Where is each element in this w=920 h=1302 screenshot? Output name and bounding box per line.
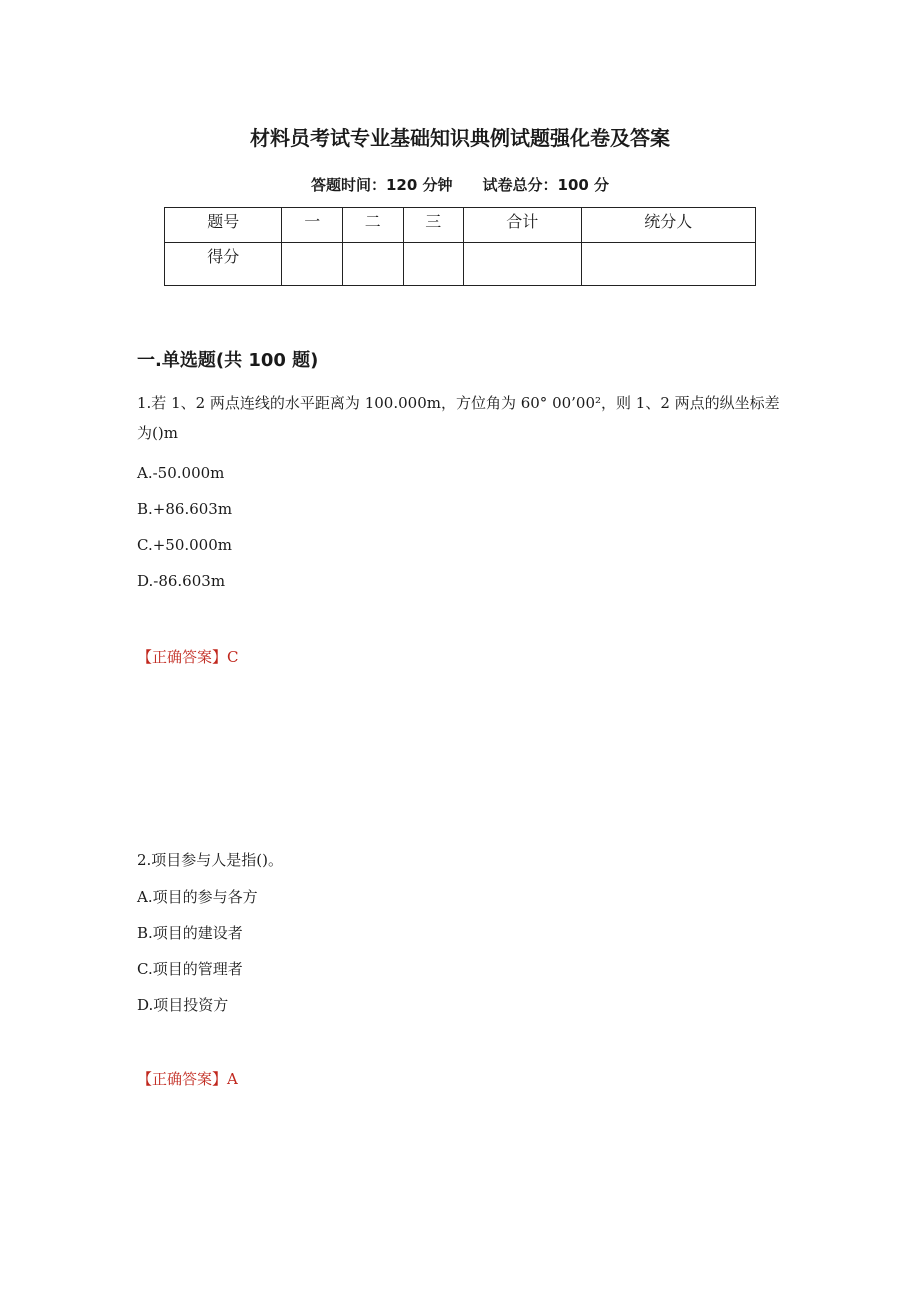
exam-meta bbox=[0, 174, 920, 195]
score-header-cell: 二 bbox=[343, 208, 404, 243]
exam-total-score: 试卷总分：100 分 bbox=[482, 176, 610, 194]
question-option: C.+50.000m bbox=[137, 536, 232, 554]
question-option: B.项目的建设者 bbox=[137, 924, 243, 942]
score-table-header-row bbox=[165, 208, 756, 243]
question-stem: 1.若 1、2 两点连线的水平距离为 100.000m，方位角为 60° 00’00²，则 1、2 两点的纵坐标差为()m bbox=[137, 394, 780, 442]
score-header-cell: 三 bbox=[403, 208, 464, 243]
score-cell bbox=[403, 243, 464, 286]
score-table bbox=[164, 207, 756, 286]
question-option: A.项目的参与各方 bbox=[137, 888, 258, 906]
score-cell bbox=[343, 243, 404, 286]
score-cell bbox=[464, 243, 581, 286]
score-cell bbox=[282, 243, 343, 286]
question-option: D.项目投资方 bbox=[137, 996, 229, 1014]
score-header-cell: 统分人 bbox=[581, 208, 755, 243]
score-row-label: 得分 bbox=[165, 243, 282, 286]
document-title: 材料员考试专业基础知识典例试题强化卷及答案 bbox=[250, 126, 670, 150]
score-cell bbox=[581, 243, 755, 286]
score-header-cell: 一 bbox=[282, 208, 343, 243]
question-option: D.-86.603m bbox=[137, 572, 226, 590]
score-header-cell: 合计 bbox=[464, 208, 581, 243]
correct-answer: 【正确答案】A bbox=[137, 1070, 238, 1088]
section-heading: 一.单选题(共 100 题) bbox=[137, 350, 319, 371]
question-stem: 2.项目参与人是指()。 bbox=[137, 851, 284, 869]
score-table-score-row bbox=[165, 243, 756, 286]
question-option: C.项目的管理者 bbox=[137, 960, 243, 978]
exam-time: 答题时间：120 分钟 bbox=[310, 176, 453, 194]
score-header-cell: 题号 bbox=[165, 208, 282, 243]
correct-answer: 【正确答案】C bbox=[137, 648, 239, 666]
question-option: A.-50.000m bbox=[137, 464, 225, 482]
question-option: B.+86.603m bbox=[137, 500, 233, 518]
